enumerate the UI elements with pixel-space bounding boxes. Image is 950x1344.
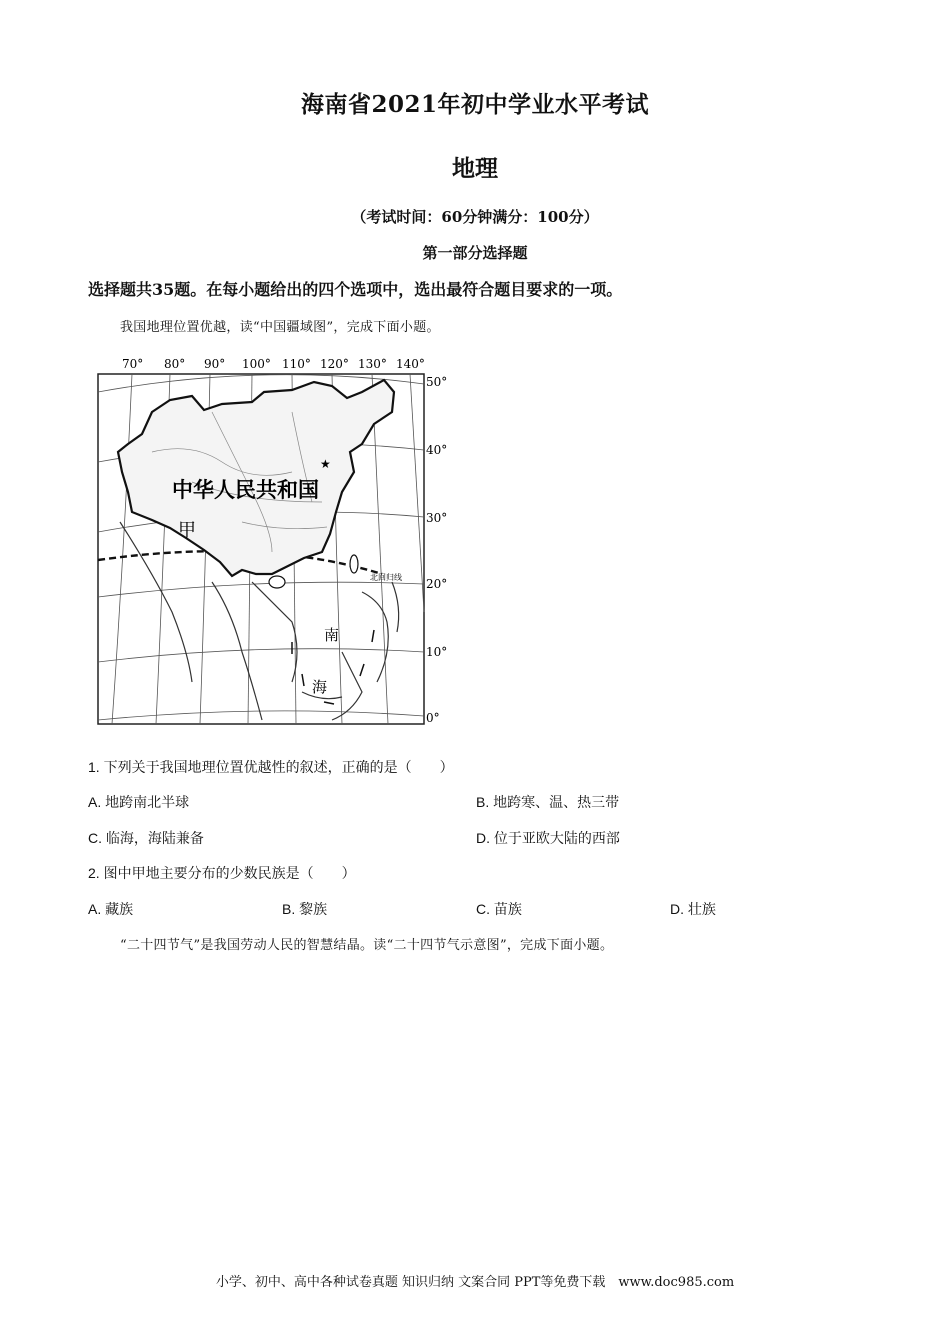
part-heading: 第一部分选择题 bbox=[422, 244, 528, 262]
lat-label: 0° bbox=[426, 711, 440, 725]
q2-option-b[interactable]: B. 黎族 bbox=[282, 901, 328, 917]
intro-solar-terms: “二十四节气”是我国劳动人民的智慧结晶。读“二十四节气示意图”，完成下面小题。 bbox=[120, 938, 614, 953]
lon-label: 110° bbox=[282, 357, 311, 371]
subject-title: 地理 bbox=[452, 155, 498, 182]
q1-option-a[interactable]: A. 地跨南北半球 bbox=[88, 794, 190, 810]
q1-option-b[interactable]: B. 地跨寒、温、热三带 bbox=[476, 794, 620, 810]
lon-label: 120° bbox=[320, 357, 349, 371]
lat-label: 40° bbox=[426, 443, 448, 457]
sea-label-1: 南 bbox=[324, 626, 340, 644]
sea-label-2: 海 bbox=[312, 678, 328, 696]
lon-label: 70° bbox=[122, 357, 144, 371]
lat-label: 50° bbox=[426, 375, 448, 389]
lon-label: 130° bbox=[358, 357, 387, 371]
taiwan-island bbox=[350, 555, 358, 573]
lon-label: 100° bbox=[242, 357, 271, 371]
intro-map: 我国地理位置优越，读“中国疆域图”，完成下面小题。 bbox=[120, 320, 440, 335]
q1-option-d[interactable]: D. 位于亚欧大陆的西部 bbox=[476, 830, 620, 846]
q1-option-c[interactable]: C. 临海，海陆兼备 bbox=[88, 830, 204, 846]
lon-label: 140° bbox=[396, 357, 425, 371]
exam-title: 海南省2021年初中学业水平考试 bbox=[300, 91, 649, 118]
instruction-text: 选择题共35题。在每小题给出的四个选项中，选出最符合题目要求的一项。 bbox=[88, 280, 623, 299]
question-1-stem: 1. 下列关于我国地理位置优越性的叙述，正确的是（ ） bbox=[88, 759, 454, 775]
capital-star-icon: ★ bbox=[320, 457, 331, 471]
exam-info: （考试时间：60分钟满分：100分） bbox=[351, 208, 599, 226]
lon-label: 80° bbox=[164, 357, 186, 371]
tropic-label: 北回归线 bbox=[370, 573, 402, 582]
lat-label: 10° bbox=[426, 645, 448, 659]
latitude-labels bbox=[426, 375, 447, 725]
page-footer: 小学、初中、高中各种试卷真题 知识归纳 文案合同 PPT等免费下载 www.doc985.com bbox=[215, 1275, 735, 1290]
jia-label: 甲 bbox=[178, 520, 196, 541]
lon-label: 90° bbox=[204, 357, 226, 371]
q2-option-c[interactable]: C. 苗族 bbox=[476, 901, 522, 917]
q2-option-a[interactable]: A. 藏族 bbox=[88, 901, 134, 917]
longitude-labels bbox=[122, 357, 425, 371]
country-label: 中华人民共和国 bbox=[172, 477, 319, 502]
q2-option-d[interactable]: D. 壮族 bbox=[670, 901, 716, 917]
lat-label: 30° bbox=[426, 511, 448, 525]
question-2-stem: 2. 图中甲地主要分布的少数民族是（ ） bbox=[88, 865, 356, 881]
hainan-island bbox=[269, 576, 285, 588]
china-territory-map bbox=[92, 352, 452, 730]
lat-label: 20° bbox=[426, 577, 448, 591]
